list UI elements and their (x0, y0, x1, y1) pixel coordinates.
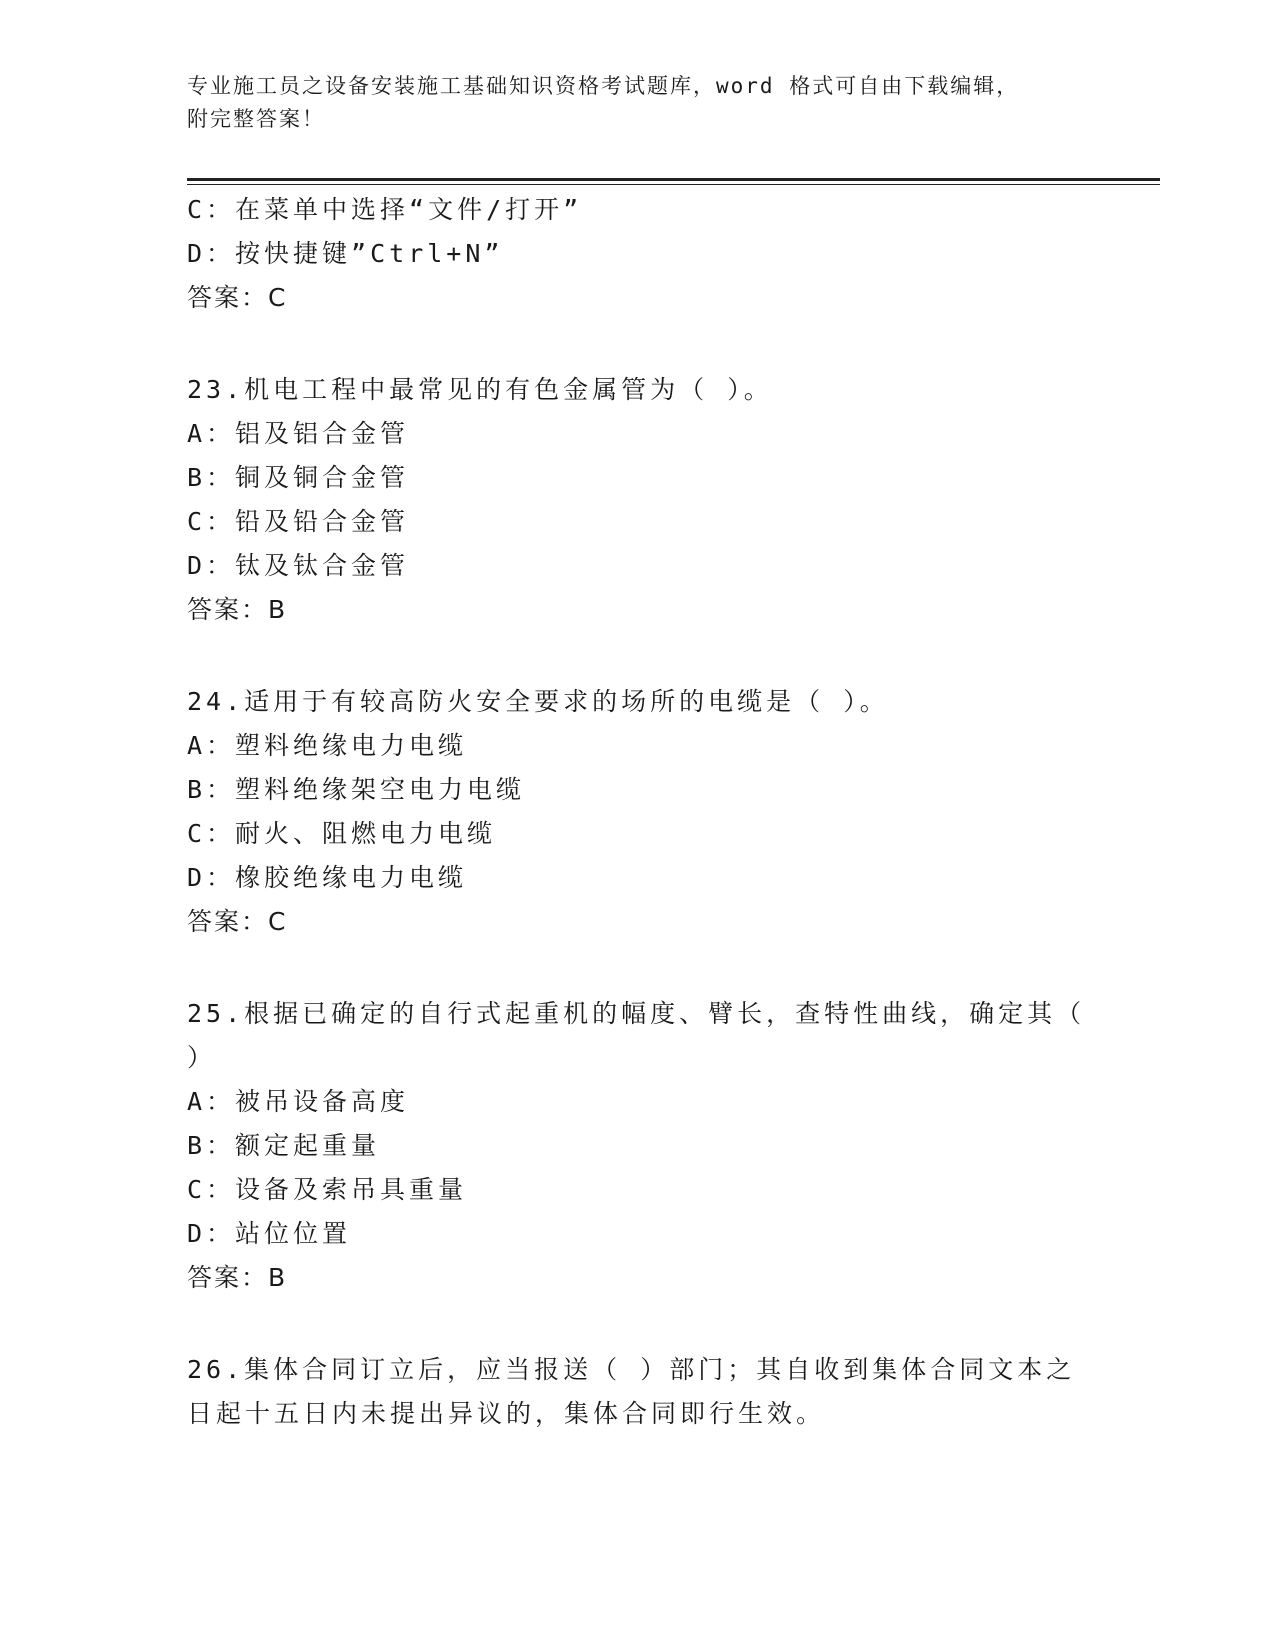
q23-option-a: A：铝及铝合金管 (187, 419, 410, 448)
q24-option-d: D：橡胶绝缘电力电缆 (187, 863, 468, 892)
header-divider-thick (187, 178, 1160, 181)
q25-stem-line-1: 25.根据已确定的自行式起重机的幅度、臂长，查特性曲线，确定其（ (187, 999, 1086, 1028)
q23-option-d: D：钛及钛合金管 (187, 551, 410, 580)
partial-option-c: C：在菜单中选择“文件/打开” (187, 195, 583, 224)
q24-option-c: C：耐火、阻燃电力电缆 (187, 819, 497, 848)
q23-stem: 23.机电工程中最常见的有色金属管为（ ）。 (187, 375, 773, 404)
q26-stem-line-2: 日起十五日内未提出异议的，集体合同即行生效。 (187, 1399, 826, 1428)
q25-option-c: C：设备及索吊具重量 (187, 1175, 468, 1204)
header-divider-thin (187, 184, 1160, 185)
header-line-1: 专业施工员之设备安装施工基础知识资格考试题库，word 格式可自由下载编辑， (187, 74, 1020, 98)
q23-option-b: B：铜及铜合金管 (187, 463, 410, 492)
header-line-2: 附完整答案！ (187, 107, 325, 131)
q25-option-a: A：被吊设备高度 (187, 1087, 410, 1116)
document-header (187, 70, 1087, 136)
partial-option-d: D：按快捷键”Ctrl+N” (187, 239, 504, 268)
q26-stem-line-1: 26.集体合同订立后，应当报送（ ）部门；其自收到集体合同文本之 (187, 1355, 1076, 1384)
q24-option-b: B：塑料绝缘架空电力电缆 (187, 775, 526, 804)
q25-stem-line-2: ） (187, 1043, 217, 1072)
q24-option-a: A：塑料绝缘电力电缆 (187, 731, 468, 760)
q25-option-d: D：站位位置 (187, 1219, 352, 1248)
q25-answer: 答案：B (187, 1263, 288, 1292)
q23-option-c: C：铅及铅合金管 (187, 507, 410, 536)
partial-answer: 答案：C (187, 283, 288, 312)
q24-answer: 答案：C (187, 907, 288, 936)
q23-answer: 答案：B (187, 595, 288, 624)
q24-stem: 24.适用于有较高防火安全要求的场所的电缆是（ ）。 (187, 687, 889, 716)
q25-option-b: B：额定起重量 (187, 1131, 381, 1160)
